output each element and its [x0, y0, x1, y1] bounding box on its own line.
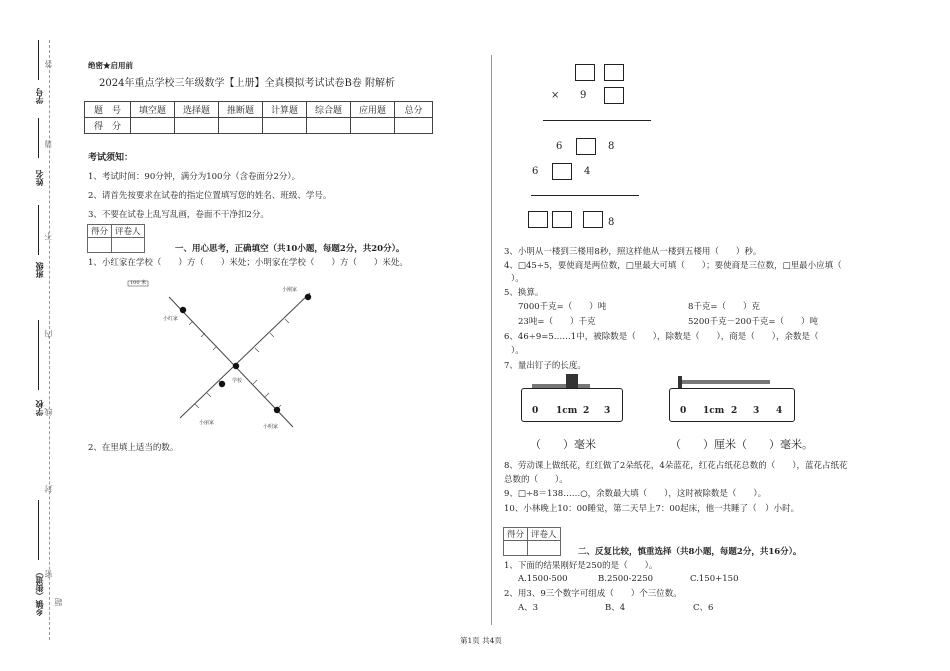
- table-cell: 选择题: [175, 102, 219, 118]
- xiaogang-home-dot: [305, 294, 311, 300]
- column-separator: [491, 55, 492, 625]
- ruler-tick-label: 3: [604, 406, 611, 416]
- margin-fill-line: [38, 205, 39, 255]
- margin-dash-char: 题: [54, 598, 63, 606]
- table-cell: 填空题: [131, 102, 175, 118]
- question-1: 1、小红家在学校（ ）方（ ）米处；小明家在学校（ ）方（ ）米处。: [88, 258, 408, 268]
- margin-fill-line: [38, 40, 39, 80]
- instruction-item: 3、不要在试卷上乱写乱画，卷面不干净扣2分。: [88, 210, 269, 220]
- question-10: 10、小林晚上10：00睡觉，第二天早上7：00起床，他一共睡了（ ）小时。: [504, 504, 800, 514]
- score-input-cell[interactable]: [175, 118, 219, 134]
- s2-q1-option-b[interactable]: B.2500-2250: [598, 574, 654, 584]
- conversion-item: 8千克=（ ）克: [688, 302, 761, 312]
- question-9: 9、□÷8＝138……○，余数最大填（ ），这时被除数是（ ）。: [504, 489, 767, 499]
- road-ne-sw: [180, 293, 310, 418]
- conversion-item: 23吨=（ ）千克: [518, 317, 596, 327]
- ruler-tick-label: 2: [731, 406, 738, 416]
- grader-score-input[interactable]: [88, 238, 112, 253]
- score-input-cell[interactable]: [219, 118, 263, 134]
- scale-label: 100 米: [130, 280, 147, 286]
- digit-box[interactable]: [575, 64, 595, 81]
- question-6-cont: ）。: [511, 346, 524, 356]
- margin-fill-line: [38, 500, 39, 560]
- digit-eight: 8: [608, 141, 615, 152]
- score-input-cell[interactable]: [263, 118, 307, 134]
- question-8-cont: 总数的（ ）。: [504, 475, 568, 485]
- digit-six: 6: [532, 166, 539, 177]
- multiplier-digit: 9: [580, 90, 587, 101]
- margin-label-township: 乡镇（街道）: [34, 568, 44, 616]
- question-8: 8、劳动课上做纸花，红红做了2朵纸花，4朵蓝花，红花占纸花总数的（ ），蓝花占纸花: [504, 461, 848, 471]
- conversion-item: 5200千克－200千克=（ ）吨: [688, 317, 818, 327]
- school-label: 学校: [232, 378, 243, 384]
- grader-name-input[interactable]: [528, 541, 561, 556]
- question-5: 5、换算。: [504, 288, 544, 298]
- ruler-tick-label: 3: [753, 406, 760, 416]
- grader-box: [87, 224, 145, 253]
- page-title: 2024年重点学校三年级数学【上册】全真模拟考试试卷B卷 附解析: [99, 78, 395, 89]
- instructions-title: 考试须知：: [88, 153, 134, 163]
- margin-label-school: 学校: [34, 400, 44, 416]
- margin-fill-line: [38, 118, 39, 158]
- s2-q1-option-c[interactable]: C.150+150: [690, 574, 739, 584]
- margin-label-student-id: 学号: [34, 88, 44, 104]
- grader-name-input[interactable]: [112, 238, 145, 253]
- calc-line: [531, 195, 639, 196]
- ruler-tick-label: 1cm: [703, 406, 725, 416]
- table-cell: 得 分: [85, 118, 131, 134]
- secret-mark: 绝密★启用前: [88, 61, 133, 70]
- grader-name-label: 评卷人: [528, 528, 561, 541]
- s2-question-2: 2、用3、9三个数字可组成（ ）个三位数。: [504, 589, 682, 599]
- ruler-tick-label: 0: [532, 406, 539, 416]
- digit-four: 4: [584, 166, 591, 177]
- digit-box[interactable]: [528, 211, 548, 228]
- digit-box[interactable]: [583, 211, 603, 228]
- nail-body: [678, 380, 770, 384]
- road-nw-se: [169, 297, 293, 427]
- margin-label-name: 姓名: [34, 170, 44, 186]
- margin-dash-char: 封: [44, 485, 53, 493]
- times-sign: ×: [551, 90, 560, 101]
- question-4-cont: ）。: [511, 274, 524, 284]
- s2-q1-option-a[interactable]: A.1500-500: [518, 574, 568, 584]
- s2-q2-option-b[interactable]: B、4: [605, 603, 626, 613]
- score-input-cell[interactable]: [351, 118, 395, 134]
- digit-box[interactable]: [552, 163, 572, 180]
- question-4: 4、□45÷5，要使商是两位数，□里最大可填（ ）；要使商是三位数，□里最小应填（: [504, 261, 842, 271]
- margin-dash-char: 内: [44, 330, 53, 338]
- grader-score-label: 得分: [88, 225, 112, 238]
- table-cell: 推断题: [219, 102, 263, 118]
- margin-dash-char: 线: [44, 408, 53, 416]
- margin-label-class: 班级: [34, 262, 44, 278]
- margin-fill-line: [38, 320, 39, 390]
- margin-dash-char: 不: [44, 232, 53, 240]
- instruction-item: 2、请首先按要求在试卷的指定位置填写您的姓名、班级、学号。: [88, 191, 332, 201]
- table-cell: 题 号: [85, 102, 131, 118]
- nail-head: [566, 374, 578, 388]
- s2-question-1: 1、下面的结果刚好是250的是（ ）。: [504, 561, 658, 571]
- xiaoming-home-dot: [274, 407, 280, 413]
- xiaohong-home-dot: [180, 307, 186, 313]
- ruler-tick-label: 2: [583, 406, 590, 416]
- section1-heading: 一、用心思考，正确填空（共10小题，每题2分，共20分）。: [175, 244, 405, 254]
- ruler-2: [669, 388, 795, 422]
- section2-heading: 二、反复比较，慎重选择（共8小题，每题2分，共16分）。: [578, 547, 802, 557]
- table-cell: 应用题: [351, 102, 395, 118]
- digit-box[interactable]: [576, 138, 596, 155]
- question-7: 7、量出钉子的长度。: [504, 361, 586, 371]
- xiaoming-label: 小明家: [263, 424, 279, 430]
- instruction-item: 1、考试时间：90分钟，满分为100分（含卷面分2分）。: [88, 172, 301, 182]
- conversion-item: 7000千克=（ ）吨: [518, 302, 607, 312]
- school-dot: [233, 363, 239, 369]
- score-table: [84, 101, 433, 134]
- score-table-header-row: [85, 102, 433, 118]
- margin-dash-char: 请: [44, 140, 53, 148]
- nail-head: [678, 376, 682, 388]
- s2-q2-option-a[interactable]: A、3: [518, 603, 539, 613]
- question-3: 3、小明从一楼到三楼用8秒，照这样他从一楼到五楼用（ ）秒。: [504, 247, 762, 257]
- xiaogang-label: 小刚家: [282, 287, 298, 293]
- table-cell: 计算题: [263, 102, 307, 118]
- table-cell: 总分: [395, 102, 433, 118]
- digit-box[interactable]: [604, 87, 624, 104]
- xiaoli-home-dot: [219, 381, 225, 387]
- question-6: 6、46÷9=5……1中，被除数是（ ），除数是（ ），商是（ ），余数是（: [504, 332, 819, 342]
- nail-1-answer: （ ）毫米: [530, 438, 596, 451]
- grader-name-label: 评卷人: [112, 225, 145, 238]
- nail-2-answer: （ ）厘米（ ）毫米。: [670, 438, 813, 451]
- grader-score-input[interactable]: [504, 541, 528, 556]
- ruler-tick-label: 0: [680, 406, 687, 416]
- table-cell: 综合题: [307, 102, 351, 118]
- question-2: 2、在里填上适当的数。: [88, 443, 179, 453]
- direction-map: [125, 275, 325, 435]
- digit-box[interactable]: [604, 64, 624, 81]
- ruler-1: [521, 388, 623, 422]
- margin-dash-char: 答: [44, 60, 53, 68]
- grader-score-label: 得分: [504, 528, 528, 541]
- binding-dashed-line: [49, 40, 50, 640]
- score-input-cell[interactable]: [395, 118, 433, 134]
- page-footer: 第1页 共4页: [460, 636, 502, 645]
- xiaohong-label: 小红家: [163, 316, 179, 322]
- score-input-cell[interactable]: [131, 118, 175, 134]
- margin-dash-char: 密: [44, 570, 53, 578]
- digit-six: 6: [556, 141, 563, 152]
- s2-q2-option-c[interactable]: C、6: [693, 603, 714, 613]
- digit-box[interactable]: [552, 211, 572, 228]
- ruler-tick-label: 4: [776, 406, 783, 416]
- calc-line: [543, 120, 651, 121]
- ruler-tick-label: 1cm: [556, 406, 578, 416]
- grader-box: [503, 527, 561, 556]
- digit-eight: 8: [608, 217, 615, 228]
- xiaoli-label: 小丽家: [199, 420, 215, 426]
- score-input-cell[interactable]: [307, 118, 351, 134]
- score-table-score-row: [85, 118, 433, 134]
